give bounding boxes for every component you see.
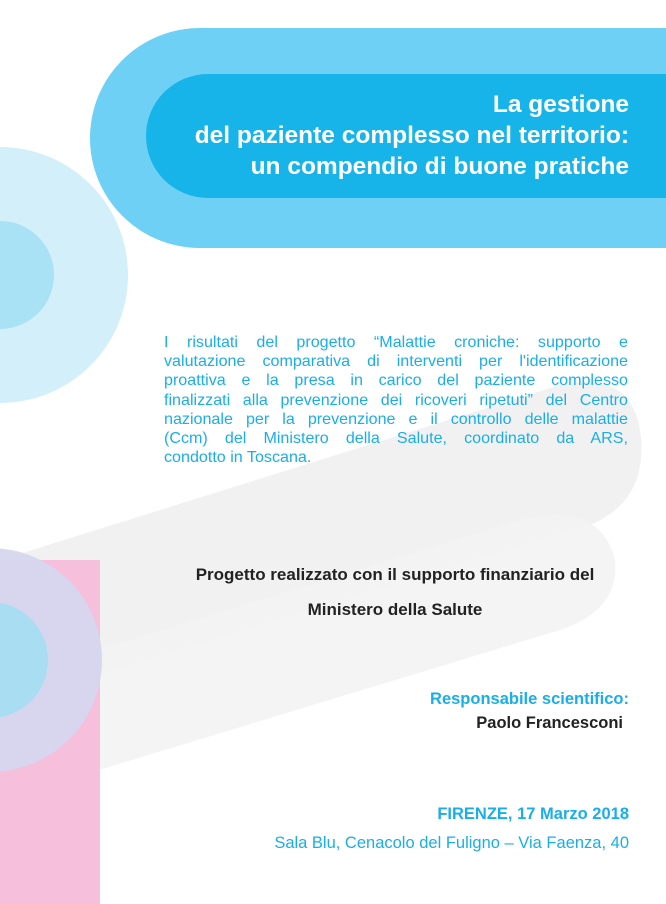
intro-line: finalizzati alla prevenzione dei ricoveri ripetuti” del Centro <box>164 390 628 409</box>
funding-line-2: Ministero della Salute <box>307 600 483 619</box>
intro-line: valutazione comparativa di interventi per l'identificazione <box>164 352 628 371</box>
funding-statement <box>120 557 666 627</box>
intro-line: proattiva e la presa in carico del paziente complesso <box>164 371 628 390</box>
funding-line-1: Progetto realizzato con il supporto finanziario del <box>195 565 595 584</box>
document-title <box>195 89 629 182</box>
event-date: FIRENZE, 17 Marzo 2018 <box>437 805 629 823</box>
responsible-label: Responsabile scientifico: <box>430 690 629 708</box>
intro-line: (Ccm) del Ministero della Salute, coordinato da ARS, <box>164 429 628 448</box>
responsible-name: Paolo Francesconi <box>476 714 623 732</box>
intro-line: nazionale per la prevenzione e il controllo delle malattie <box>164 409 628 428</box>
intro-line: condotto in Toscana. <box>164 448 312 467</box>
title-line-2: del paziente complesso nel territorio: <box>194 122 629 149</box>
title-line-1: La gestione <box>492 91 629 118</box>
title-line-3: un compendio di buone pratiche <box>250 153 629 180</box>
event-venue: Sala Blu, Cenacolo del Fuligno – Via Faenza, 40 <box>274 834 629 852</box>
intro-paragraph <box>164 333 628 467</box>
intro-line: I risultati del progetto “Malattie croniche: supporto e <box>164 333 628 351</box>
